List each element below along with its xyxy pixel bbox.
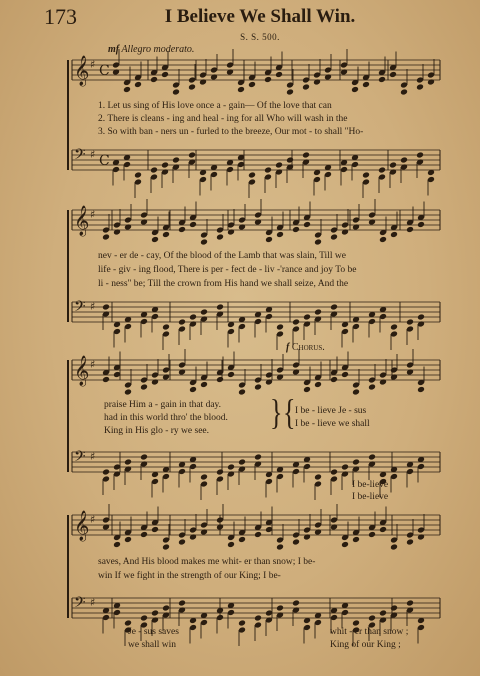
treble-clef-icon: 𝄞: [74, 56, 90, 86]
note-head: [216, 469, 224, 476]
note-head: [254, 219, 262, 226]
key-sharp-icon: ♯: [90, 58, 96, 71]
note-head: [389, 71, 397, 78]
note-head: [330, 234, 338, 241]
note-head: [124, 224, 132, 231]
note-head: [188, 152, 196, 159]
note-head: [150, 76, 158, 83]
note-head: [200, 529, 208, 536]
chorus-dynamic: f: [286, 342, 290, 353]
note-head: [406, 369, 414, 376]
note-head: [238, 620, 246, 627]
treble-clef-icon: 𝄞: [74, 356, 90, 386]
note-head: [303, 534, 311, 541]
lyric-s2-verse3: li - ness" be; Till the crown from His hand we shall seize, And the: [98, 279, 349, 289]
note-head: [150, 167, 158, 174]
note-head: [341, 371, 349, 378]
key-sharp-icon: ♯: [90, 208, 96, 221]
note-head: [303, 314, 311, 321]
note-head: [390, 374, 398, 381]
note-head: [238, 389, 246, 396]
note-head: [302, 84, 310, 91]
note-head: [276, 605, 284, 612]
note-head: [302, 152, 310, 159]
lyric-s3-chorus1: I be - lieve Je - sus: [295, 406, 367, 416]
bass-clef-icon: 𝄢: [74, 594, 86, 615]
note-head: [303, 386, 311, 393]
note-head: [264, 167, 272, 174]
note-head: [406, 319, 414, 326]
note-head: [362, 172, 370, 179]
note-head: [140, 384, 148, 391]
note-head: [417, 221, 425, 228]
treble-clef-icon: 𝄞: [74, 206, 90, 236]
note-head: [151, 526, 159, 533]
note-head: [216, 304, 224, 311]
note-head: [124, 459, 132, 466]
note-head: [254, 454, 262, 461]
key-sharp-icon: ♯: [90, 148, 96, 161]
note-head: [368, 531, 376, 538]
note-head: [199, 79, 207, 86]
bass-clef-icon: 𝄢: [74, 146, 86, 167]
note-head: [189, 386, 197, 393]
note-head: [341, 464, 349, 471]
note-head: [216, 376, 224, 383]
note-head: [406, 539, 414, 546]
note-head: [123, 86, 131, 93]
note-head: [276, 544, 284, 551]
note-head: [200, 239, 208, 246]
note-head: [113, 541, 121, 548]
note-head: [172, 89, 180, 96]
lyric-s1-verse1: 1. Let us sing of His love once a - gain— Of the love that can: [98, 101, 332, 111]
note-head: [292, 369, 300, 376]
chorus-text: Chorus.: [291, 342, 325, 353]
note-head: [102, 524, 110, 531]
note-head: [210, 74, 218, 81]
lyric-s3-bass2: I be-lieve: [352, 492, 389, 502]
note-head: [216, 234, 224, 241]
note-head: [237, 86, 245, 93]
lyric-s4-bass4: King of our King ;: [330, 640, 401, 650]
note-head: [303, 221, 311, 228]
note-head: [351, 86, 359, 93]
note-head: [161, 71, 169, 78]
note-head: [379, 379, 387, 386]
note-head: [140, 219, 148, 226]
key-sharp-icon: ♯: [90, 596, 96, 609]
note-head: [248, 81, 256, 88]
note-head: [352, 389, 360, 396]
hymn-source: S. S. 500.: [240, 32, 280, 42]
lyric-s1-verse3: 3. So with ban - ners un - furled to the breeze, Our mot - to shall "Ho-: [98, 127, 364, 137]
note-head: [314, 381, 322, 388]
tempo-dynamic: mf: [108, 44, 120, 55]
note-head: [286, 89, 294, 96]
note-head: [172, 157, 180, 164]
note-head: [226, 69, 234, 76]
note-head: [140, 454, 148, 461]
lyric-s3-verse1: praise Him a - gain in that day.: [104, 400, 222, 410]
note-head: [368, 219, 376, 226]
note-head: [314, 309, 322, 316]
note-head: [330, 469, 338, 476]
note-head: [238, 536, 246, 543]
note-head: [368, 454, 376, 461]
note-head: [113, 229, 121, 236]
note-head: [314, 529, 322, 536]
note-head: [124, 389, 132, 396]
note-head: [362, 81, 370, 88]
time-signature-icon: C: [99, 63, 110, 79]
time-signature-icon: C: [99, 153, 110, 169]
note-head: [378, 76, 386, 83]
note-head: [162, 324, 170, 331]
note-head: [189, 314, 197, 321]
lyric-brace: }: [270, 392, 283, 433]
lyric-s2-verse1: nev - er de - cay, Of the blood of the Lamb that was slain, Till we: [98, 251, 346, 261]
bass-clef-icon: 𝄢: [74, 448, 86, 469]
note-head: [379, 526, 387, 533]
note-head: [102, 376, 110, 383]
note-head: [390, 231, 398, 238]
note-head: [162, 605, 170, 612]
note-head: [330, 376, 338, 383]
note-head: [341, 229, 349, 236]
hymn-title: I Believe We Shall Win.: [164, 6, 356, 27]
note-head: [400, 89, 408, 96]
note-head: [286, 157, 294, 164]
note-head: [227, 371, 235, 378]
lyric-s4-bass2: we shall win: [128, 640, 177, 650]
note-head: [112, 69, 120, 76]
lyric-brace-open: {: [283, 392, 296, 433]
note-head: [178, 319, 186, 326]
note-head: [134, 172, 142, 179]
note-head: [162, 544, 170, 551]
note-head: [313, 79, 321, 86]
note-head: [227, 464, 235, 471]
note-head: [276, 231, 284, 238]
note-head: [406, 226, 414, 233]
note-head: [264, 76, 272, 83]
note-head: [188, 84, 196, 91]
note-head: [400, 157, 408, 164]
tempo-text: Allegro moderato.: [121, 44, 195, 55]
note-head: [151, 236, 159, 243]
note-head: [178, 600, 186, 607]
note-head: [227, 541, 235, 548]
note-head: [427, 79, 435, 86]
note-head: [352, 459, 360, 466]
note-head: [238, 459, 246, 466]
note-head: [189, 221, 197, 228]
note-head: [417, 314, 425, 321]
note-head: [324, 74, 332, 81]
note-head: [330, 524, 338, 531]
note-head: [417, 534, 425, 541]
note-head: [254, 531, 262, 538]
note-head: [417, 386, 425, 393]
note-head: [265, 236, 273, 243]
note-head: [124, 620, 132, 627]
lyric-s3-chorus2: I be - lieve we shall: [295, 419, 370, 429]
note-head: [378, 167, 386, 174]
note-head: [161, 162, 169, 169]
lyric-s3-bass1: I be-lieve: [352, 480, 389, 490]
note-head: [254, 615, 262, 622]
bass-clef-icon: 𝄢: [74, 298, 86, 319]
lyric-s4-line1: saves, And His blood makes me whit- er than snow; I be-: [98, 557, 316, 567]
note-head: [178, 226, 186, 233]
note-head: [292, 539, 300, 546]
note-head: [102, 304, 110, 311]
note-head: [200, 474, 208, 481]
note-head: [102, 234, 110, 241]
note-head: [314, 239, 322, 246]
note-head: [254, 384, 262, 391]
note-head: [390, 324, 398, 331]
note-head: [134, 81, 142, 88]
note-head: [140, 531, 148, 538]
note-head: [140, 615, 148, 622]
note-head: [340, 69, 348, 76]
note-head: [352, 224, 360, 231]
note-head: [178, 369, 186, 376]
note-head: [389, 162, 397, 169]
lyric-s4-bass3: whit - er than snow ;: [330, 627, 409, 637]
note-head: [379, 610, 387, 617]
note-head: [216, 524, 224, 531]
note-head: [292, 319, 300, 326]
note-head: [200, 381, 208, 388]
note-head: [124, 536, 132, 543]
note-head: [352, 620, 360, 627]
lyric-s3-verse2: had in this world thro' the blood.: [104, 413, 228, 423]
lyric-s1-verse2: 2. There is cleans - ing and heal - ing for all Who will wash in the: [98, 114, 348, 124]
note-head: [330, 304, 338, 311]
note-head: [189, 534, 197, 541]
note-head: [406, 600, 414, 607]
note-head: [200, 309, 208, 316]
hymn-number: 173: [44, 4, 77, 29]
note-head: [238, 224, 246, 231]
key-sharp-icon: ♯: [90, 450, 96, 463]
key-sharp-icon: ♯: [90, 300, 96, 313]
note-head: [276, 374, 284, 381]
lyric-s4-line2: win If we fight in the strength of our King; I be-: [98, 571, 281, 581]
note-head: [416, 84, 424, 91]
note-head: [162, 231, 170, 238]
note-head: [368, 384, 376, 391]
note-head: [416, 152, 424, 159]
note-head: [178, 539, 186, 546]
note-head: [292, 226, 300, 233]
note-head: [314, 474, 322, 481]
note-head: [162, 374, 170, 381]
note-head: [292, 600, 300, 607]
note-head: [248, 172, 256, 179]
lyric-s3-verse3: King in His glo - ry we see.: [104, 426, 210, 436]
note-head: [275, 71, 283, 78]
lyric-s2-verse2: life - giv - ing flood, There is per - fect de - liv -'rance and joy To be: [98, 265, 357, 275]
note-head: [102, 469, 110, 476]
treble-clef-icon: 𝄞: [74, 511, 90, 541]
note-head: [368, 615, 376, 622]
note-head: [352, 536, 360, 543]
key-sharp-icon: ♯: [90, 513, 96, 526]
note-head: [390, 605, 398, 612]
note-head: [341, 541, 349, 548]
note-head: [390, 544, 398, 551]
note-head: [276, 324, 284, 331]
chorus-label: [286, 342, 325, 353]
note-head: [151, 610, 159, 617]
note-head: [275, 162, 283, 169]
key-sharp-icon: ♯: [90, 358, 96, 371]
note-head: [379, 236, 387, 243]
lyric-s4-bass1: Je - sus saves: [128, 627, 179, 637]
note-head: [151, 379, 159, 386]
